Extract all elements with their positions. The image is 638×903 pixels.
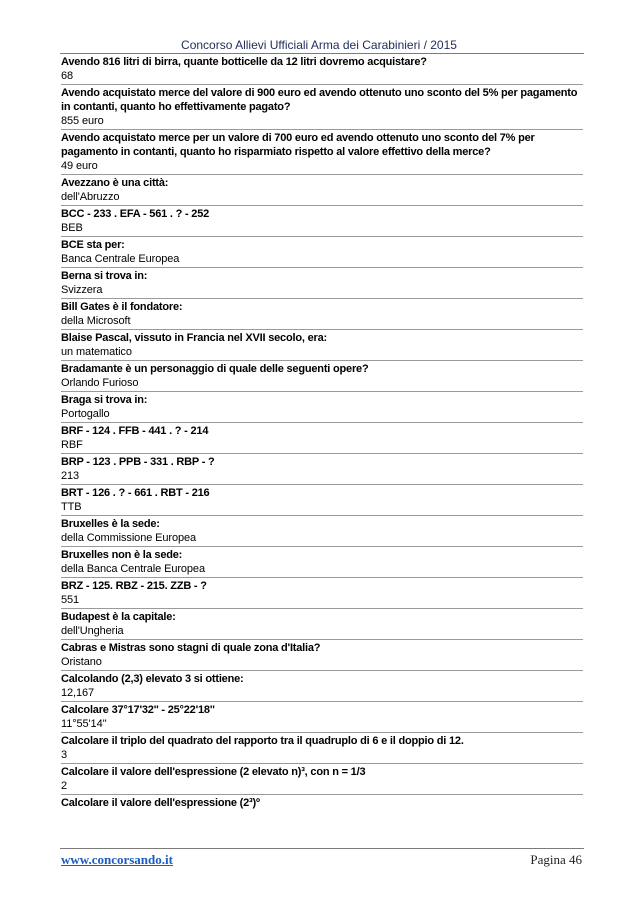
qa-item — [61, 485, 583, 516]
answer-text: Orlando Furioso — [61, 377, 139, 389]
question-text: Calcolare il valore dell'espressione (2³)º — [61, 797, 260, 809]
question-text: BRZ - 125. RBZ - 215. ZZB - ? — [61, 580, 207, 592]
qa-item — [61, 764, 583, 795]
question-list — [61, 54, 583, 811]
question-text: BCC - 233 . EFA - 561 . ? - 252 — [61, 208, 210, 220]
qa-item — [61, 516, 583, 547]
answer-text: 12,167 — [61, 687, 95, 699]
qa-item — [61, 423, 583, 454]
question-text: Bill Gates è il fondatore: — [61, 301, 183, 313]
answer-text: della Microsoft — [61, 315, 131, 327]
footer-divider — [60, 848, 584, 849]
question-text: Calcolare 37°17'32'' - 25°22'18'' — [61, 704, 215, 716]
question-text: Avendo 816 litri di birra, quante botticelle da 12 litri dovremo acquistare? — [61, 56, 427, 68]
question-text: Bruxelles è la sede: — [61, 518, 160, 530]
question-text: BRF - 124 . FFB - 441 . ? - 214 — [61, 425, 209, 437]
page-header-title: Concorso Allievi Ufficiali Arma dei Carabinieri / 2015 — [181, 38, 457, 52]
question-text: Calcolare il valore dell'espressione (2 elevato n)³, con n = 1/3 — [61, 766, 366, 778]
answer-text: Svizzera — [61, 284, 103, 296]
qa-item — [61, 547, 583, 578]
qa-item — [61, 392, 583, 423]
question-text: Blaise Pascal, vissuto in Francia nel XVII secolo, era: — [61, 332, 327, 344]
question-text: Avendo acquistato merce del valore di 900 euro ed avendo ottenuto uno sconto del 5% per pagamento in contanti, quanto ho effettivamente pagato? — [61, 87, 578, 113]
qa-item — [61, 175, 583, 206]
qa-item — [61, 361, 583, 392]
footer-website-link[interactable]: www.concorsando.it — [61, 852, 173, 867]
question-text: Budapest è la capitale: — [61, 611, 176, 623]
answer-text: BEB — [61, 222, 83, 234]
question-text: BRT - 126 . ? - 661 . RBT - 216 — [61, 487, 210, 499]
qa-item — [61, 702, 583, 733]
qa-item — [61, 578, 583, 609]
answer-text: 49 euro — [61, 160, 98, 172]
qa-item — [61, 268, 583, 299]
qa-item — [61, 206, 583, 237]
question-text: Bradamante è un personaggio di quale delle seguenti opere? — [61, 363, 369, 375]
qa-item — [61, 609, 583, 640]
question-text: BCE sta per: — [61, 239, 125, 251]
answer-text: della Banca Centrale Europea — [61, 563, 205, 575]
qa-item — [61, 733, 583, 764]
qa-item — [61, 454, 583, 485]
question-text: Calcolando (2,3) elevato 3 si ottiene: — [61, 673, 244, 685]
qa-item — [61, 299, 583, 330]
qa-item — [61, 85, 583, 130]
question-text: Berna si trova in: — [61, 270, 148, 282]
answer-text: Portogallo — [61, 408, 110, 420]
answer-text: della Commissione Europea — [61, 532, 197, 544]
question-text: Avendo acquistato merce per un valore di 700 euro ed avendo ottenuto uno sconto del 7% per pagamento in contanti, quanto ho risparmiato rispetto al valore effettivo della merce? — [61, 132, 535, 158]
question-text: Avezzano è una città: — [61, 177, 169, 189]
answer-text: 551 — [61, 594, 80, 606]
answer-text: Banca Centrale Europea — [61, 253, 180, 265]
question-text: Calcolare il triplo del quadrato del rapporto tra il quadruplo di 6 e il doppio di 12. — [61, 735, 464, 747]
answer-text: dell'Abruzzo — [61, 191, 120, 203]
answer-text: 213 — [61, 470, 80, 482]
answer-text: 2 — [61, 780, 68, 792]
qa-item — [61, 330, 583, 361]
answer-text: Oristano — [61, 656, 102, 668]
question-text: Bruxelles non è la sede: — [61, 549, 183, 561]
question-text: Cabras e Mistras sono stagni di quale zona d'Italia? — [61, 642, 321, 654]
answer-text: 11°55'14'' — [61, 718, 107, 730]
question-text: Braga si trova in: — [61, 394, 148, 406]
answer-text: 855 euro — [61, 115, 104, 127]
question-text: BRP - 123 . PPB - 331 . RBP - ? — [61, 456, 215, 468]
answer-text: 68 — [61, 70, 74, 82]
qa-item — [61, 54, 583, 85]
qa-item — [61, 795, 583, 811]
qa-item — [61, 640, 583, 671]
answer-text: RBF — [61, 439, 83, 451]
qa-item — [61, 130, 583, 175]
answer-text: TTB — [61, 501, 82, 513]
answer-text: 3 — [61, 749, 68, 761]
qa-item — [61, 671, 583, 702]
answer-text: un matematico — [61, 346, 132, 358]
page-number: Pagina 46 — [530, 852, 582, 867]
answer-text: dell'Ungheria — [61, 625, 124, 637]
qa-item — [61, 237, 583, 268]
